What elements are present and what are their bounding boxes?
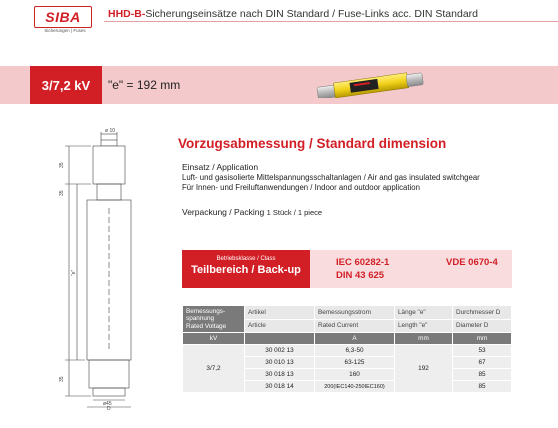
current-cell: 63-125	[315, 357, 395, 369]
table-row	[183, 345, 512, 357]
siba-logo	[34, 6, 92, 28]
diameter-cell: 85	[453, 369, 512, 381]
article-cell: 30 002 13	[245, 345, 315, 357]
unit-voltage: kV	[183, 333, 245, 345]
article-cell: 30 018 14	[245, 381, 315, 393]
dim-e: "e"	[71, 269, 77, 276]
application-line-1: Luft- und gasisolierte Mittelspannungsschaltanlagen / Air and gas insulated switchgear	[182, 173, 480, 182]
dim-bottom-width: ø45	[103, 401, 112, 407]
header-rest: Sicherungseinsätze nach DIN Standard / Fuse-Links acc. DIN Standard	[145, 8, 478, 20]
voltage-cell: 3/7,2	[183, 345, 245, 393]
packing-row	[182, 207, 322, 217]
col-length-head-de: Länge "e"	[395, 306, 453, 320]
header-divider	[104, 21, 558, 22]
current-cell: 6,3-50	[315, 345, 395, 357]
dim-35-top: 35	[59, 162, 65, 168]
diameter-cell: 67	[453, 357, 512, 369]
standard-iec: IEC 60282-1	[336, 257, 390, 268]
unit-article	[245, 333, 315, 345]
fuse-link-image	[314, 72, 426, 98]
unit-length: mm	[395, 333, 453, 345]
article-cell: 30 018 13	[245, 369, 315, 381]
col-diameter-head-de: Durchmesser D	[453, 306, 512, 320]
class-value: Teilbereich / Back-up	[191, 264, 301, 276]
logo-subtitle: Sicherungen | Fuses	[44, 28, 86, 33]
header-prefix: HHD-B-	[108, 8, 146, 20]
col-length-head-en: Length "e"	[395, 319, 453, 333]
col-current-head-de: Bemessungsstrom	[315, 306, 395, 320]
application-heading: Einsatz / Application	[182, 162, 259, 172]
col-voltage-head: Bemessungs- spannung Rated Voltage	[183, 306, 245, 333]
dimension-label: "e" = 192 mm	[108, 78, 181, 92]
packing-heading: Verpackung / Packing	[182, 207, 265, 217]
fuse-dimension-drawing	[55, 128, 165, 410]
class-small-label: Betriebsklasse / Class	[216, 256, 276, 262]
col-current-head-en: Rated Current	[315, 319, 395, 333]
packing-value: 1 Stück / 1 piece	[266, 208, 323, 217]
application-line-2: Für Innen- und Freiluftanwendungen / Indoor and outdoor application	[182, 183, 420, 192]
dim-35-mid: 35	[59, 190, 65, 196]
length-cell: 192	[395, 345, 453, 393]
standard-vde: VDE 0670-4	[446, 257, 498, 268]
current-cell: 200(IEC140-250IEC160)	[315, 381, 395, 393]
dim-d: D	[107, 406, 111, 410]
dim-top-width: ø 10	[105, 128, 116, 134]
col-diameter-head-en: Diameter D	[453, 319, 512, 333]
article-cell: 30 010 13	[245, 357, 315, 369]
col-article-head-de: Artikel	[245, 306, 315, 320]
diameter-cell: 85	[453, 381, 512, 393]
specification-table	[182, 305, 512, 393]
logo-text: SIBA	[45, 9, 81, 25]
col-article-head-en: Article	[245, 319, 315, 333]
operating-class-label	[182, 250, 310, 288]
dim-35-bottom: 35	[59, 376, 65, 382]
diameter-cell: 53	[453, 345, 512, 357]
table-header-row-de	[183, 306, 512, 320]
voltage-label: 3/7,2 kV	[30, 66, 102, 104]
current-cell: 160	[315, 369, 395, 381]
unit-current: A	[315, 333, 395, 345]
standard-din: DIN 43 625	[336, 270, 385, 281]
section-title: Vorzugsabmessung / Standard dimension	[178, 136, 447, 151]
table-units-row	[183, 333, 512, 345]
page-header-title	[108, 8, 478, 20]
unit-diameter: mm	[453, 333, 512, 345]
